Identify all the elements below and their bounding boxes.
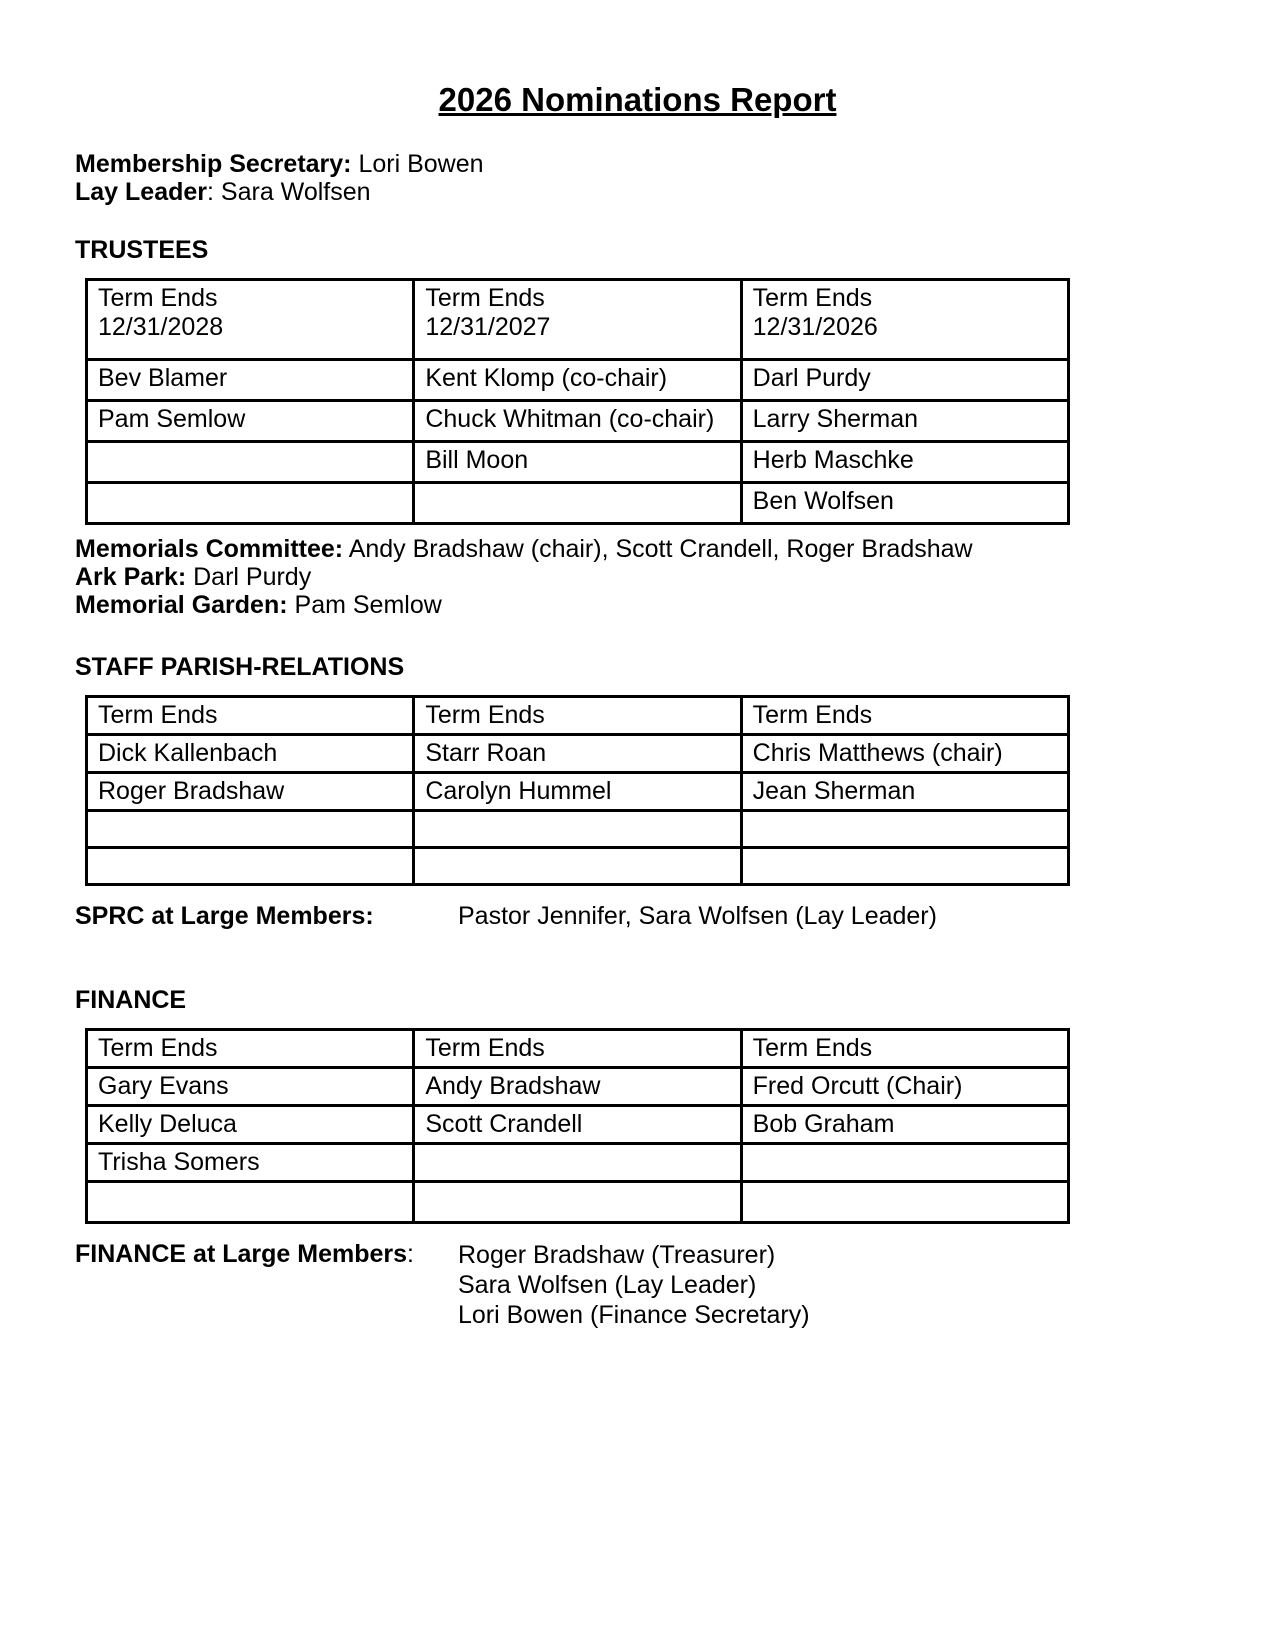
table-cell: Ben Wolfsen: [741, 483, 1068, 524]
finance-at-large-value: Lori Bowen (Finance Secretary): [458, 1301, 810, 1329]
table-cell: Gary Evans: [87, 1068, 414, 1106]
header-term-date: 12/31/2028: [98, 313, 224, 341]
table-cell: [414, 1182, 741, 1223]
table-row: [87, 442, 1069, 483]
table-cell: Trisha Somers: [87, 1144, 414, 1182]
table-cell: Herb Maschke: [741, 442, 1068, 483]
trustees-header-cell-2028: [87, 280, 414, 360]
sprc-at-large-value: Pastor Jennifer, Sara Wolfsen (Lay Leader): [458, 902, 937, 930]
table-cell: [414, 848, 741, 885]
header-cell: Term Ends: [414, 697, 741, 735]
table-cell: Darl Purdy: [741, 360, 1068, 401]
table-cell: Andy Bradshaw: [414, 1068, 741, 1106]
table-cell: Pam Semlow: [87, 401, 414, 442]
finance-at-large-value: Roger Bradshaw (Treasurer): [458, 1241, 776, 1269]
table-cell: [741, 1144, 1068, 1182]
table-cell: Roger Bradshaw: [87, 773, 414, 811]
table-cell: [87, 848, 414, 885]
header-cell: Term Ends: [741, 1030, 1068, 1068]
trustees-header-cell-2026: [741, 280, 1068, 360]
officer-line-membership-secretary: [75, 150, 1200, 178]
finance-table: [85, 1028, 1070, 1224]
table-row: [87, 848, 1069, 885]
table-row: [87, 1144, 1069, 1182]
table-cell: Kent Klomp (co-chair): [414, 360, 741, 401]
table-cell: Carolyn Hummel: [414, 773, 741, 811]
note-label: Memorial Garden:: [75, 591, 288, 619]
table-cell: [87, 1182, 414, 1223]
officer-value: Lori Bowen: [358, 150, 484, 178]
trustees-header-cell-2027: [414, 280, 741, 360]
table-row: [87, 1106, 1069, 1144]
note-line-memorials-committee: [75, 535, 1200, 563]
header-term-date: 12/31/2026: [752, 313, 878, 341]
header-cell: Term Ends: [87, 1030, 414, 1068]
table-cell: [414, 1144, 741, 1182]
officer-colon: :: [207, 178, 214, 206]
note-label: Ark Park:: [75, 563, 187, 591]
table-cell: [741, 1182, 1068, 1223]
table-cell: Chris Matthews (chair): [741, 735, 1068, 773]
table-cell: Fred Orcutt (Chair): [741, 1068, 1068, 1106]
table-cell: Kelly Deluca: [87, 1106, 414, 1144]
header-term-ends: Term Ends: [98, 284, 218, 312]
table-cell: Bob Graham: [741, 1106, 1068, 1144]
header-cell: Term Ends: [741, 697, 1068, 735]
table-row: [87, 1068, 1069, 1106]
sprc-at-large-line: [75, 902, 1200, 930]
officer-label: Lay Leader: [75, 178, 208, 206]
table-cell: Starr Roan: [414, 735, 741, 773]
officer-value: Sara Wolfsen: [220, 178, 371, 206]
table-cell: Bill Moon: [414, 442, 741, 483]
table-cell: [87, 442, 414, 483]
table-cell: Dick Kallenbach: [87, 735, 414, 773]
table-cell: Chuck Whitman (co-chair): [414, 401, 741, 442]
finance-at-large-colon: :: [407, 1240, 414, 1268]
trustees-notes: [75, 535, 1200, 619]
header-cell: Term Ends: [414, 1030, 741, 1068]
header-term-ends: Term Ends: [425, 284, 545, 312]
staff-parish-heading: STAFF PARISH-RELATIONS: [75, 653, 405, 681]
officers-block: [75, 150, 1200, 206]
header-term-date: 12/31/2027: [425, 313, 551, 341]
finance-at-large-label: FINANCE at Large Members: [75, 1240, 408, 1268]
table-cell: [414, 483, 741, 524]
table-cell: [741, 848, 1068, 885]
finance-heading: FINANCE: [75, 986, 187, 1014]
table-cell: Scott Crandell: [414, 1106, 741, 1144]
finance-at-large-label-wrap: [75, 1240, 458, 1268]
document-title: 2026 Nominations Report: [438, 81, 837, 118]
table-row: [87, 1182, 1069, 1223]
note-value: Pam Semlow: [294, 591, 442, 619]
table-cell: [741, 811, 1068, 848]
table-row: [87, 773, 1069, 811]
staff-parish-header-row: [87, 697, 1069, 735]
table-cell: [87, 483, 414, 524]
note-value: Darl Purdy: [193, 563, 312, 591]
trustees-header-row: [87, 280, 1069, 360]
officer-line-lay-leader: [75, 178, 1200, 206]
note-label: Memorials Committee:: [75, 535, 344, 563]
table-cell: Larry Sherman: [741, 401, 1068, 442]
finance-header-row: [87, 1030, 1069, 1068]
table-cell: Jean Sherman: [741, 773, 1068, 811]
table-cell: [414, 811, 741, 848]
table-cell: Bev Blamer: [87, 360, 414, 401]
table-cell: [87, 811, 414, 848]
trustees-heading: TRUSTEES: [75, 236, 209, 264]
table-row: [87, 811, 1069, 848]
officer-label: Membership Secretary:: [75, 150, 352, 178]
finance-at-large-value: Sara Wolfsen (Lay Leader): [458, 1271, 757, 1299]
trustees-table: [85, 278, 1070, 525]
header-cell: Term Ends: [87, 697, 414, 735]
table-row: [87, 735, 1069, 773]
note-line-memorial-garden: [75, 591, 1200, 619]
finance-at-large-values: [458, 1240, 810, 1330]
table-row: [87, 360, 1069, 401]
staff-parish-table: [85, 695, 1070, 886]
header-term-ends: Term Ends: [752, 284, 873, 312]
finance-at-large-block: [75, 1240, 1200, 1330]
note-line-ark-park: [75, 563, 1200, 591]
table-row: [87, 483, 1069, 524]
note-value: Andy Bradshaw (chair), Scott Crandell, Roger Bradshaw: [348, 535, 973, 563]
table-row: [87, 401, 1069, 442]
sprc-at-large-label: SPRC at Large Members:: [75, 902, 374, 930]
